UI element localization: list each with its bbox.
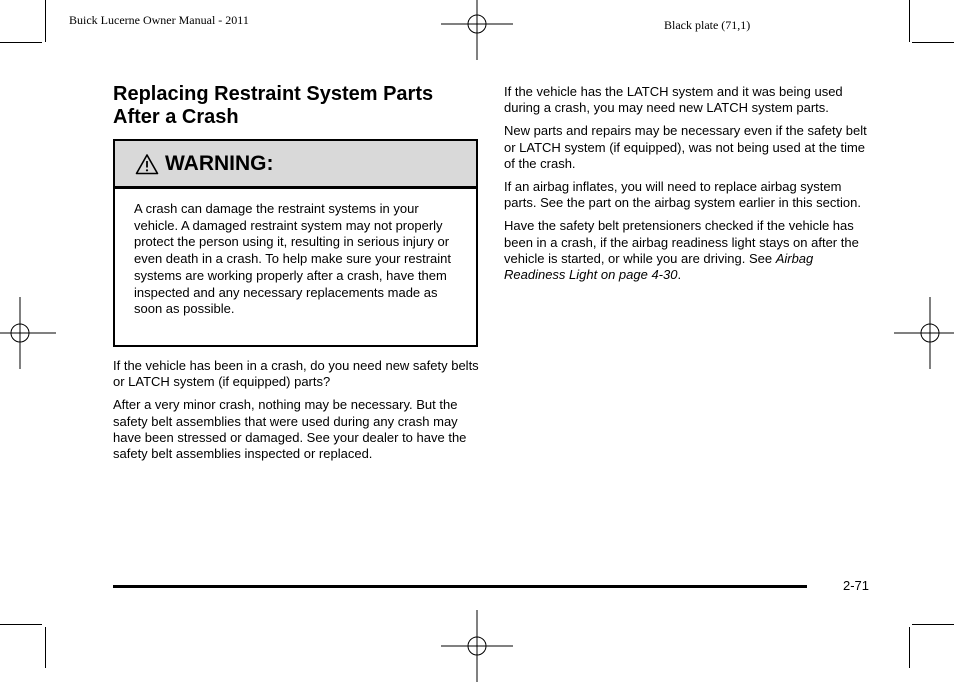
warning-text: A crash can damage the restraint systems in your vehicle. A damaged restraint system may not properly protect the person using it, resulting in serious injury or even death in a crash. To help make sure your restraint systems are working properly after a crash, have them inspected and any necessary replacements made as soon as possible. [134,201,451,317]
registration-mark-right-icon [894,297,954,369]
right-paragraph-4 [504,218,874,283]
registration-mark-top-icon [441,0,513,60]
left-paragraph-1: If the vehicle has been in a crash, do you need new safety belts or LATCH system (if equipped) parts? [113,358,479,390]
crop-mark-top-right-vertical [909,0,910,42]
registration-mark-bottom-icon [441,610,513,682]
crop-mark-bottom-right-vertical [909,627,910,668]
plate-label: Black plate (71,1) [664,18,751,32]
footer-rule [113,585,807,588]
warning-box [113,139,478,347]
warning-title: WARNING: [165,151,274,175]
crop-mark-bottom-left-vertical [45,627,46,668]
right-paragraph-4-text: Have the safety belt pretensioners checked if the vehicle has been in a crash, if the airbag readiness light stays on after the vehicle is started, or while you are driving. See [504,218,859,266]
warning-triangle-icon [135,153,159,175]
warning-body [115,189,476,318]
left-paragraph-2: After a very minor crash, nothing may be necessary. But the safety belt assemblies that were used during any crash may have been stressed or damaged. See your dealer to have the safety belt assemblies inspected or replaced. [113,397,467,462]
warning-header [115,141,476,189]
right-paragraph-2: New parts and repairs may be necessary even if the safety belt or LATCH system (if equipped), was not being used at the time of the crash. [504,123,867,171]
crop-mark-bottom-left-horizontal [0,624,42,625]
registration-mark-left-icon [0,297,56,369]
right-paragraph-1: If the vehicle has the LATCH system and it was being used during a crash, you may need new LATCH system parts. [504,84,843,116]
cross-reference-link[interactable]: Airbag Readiness Light on page 4-30 [504,250,814,283]
page-number: 2-71 [843,578,870,593]
right-paragraph-4-end: . [677,267,682,283]
section-title: Replacing Restraint System Parts After a Crash [113,83,434,128]
crop-mark-top-right-horizontal [912,42,954,43]
left-column [113,358,483,469]
crop-mark-top-left-horizontal [0,42,42,43]
crop-mark-bottom-right-horizontal [912,624,954,625]
right-paragraph-3: If an airbag inflates, you will need to replace airbag system parts. See the part on the airbag system earlier in this section. [504,179,861,211]
crop-mark-top-left-vertical [45,0,46,42]
right-column [504,84,874,290]
manual-title: Buick Lucerne Owner Manual - 2011 [69,13,249,27]
